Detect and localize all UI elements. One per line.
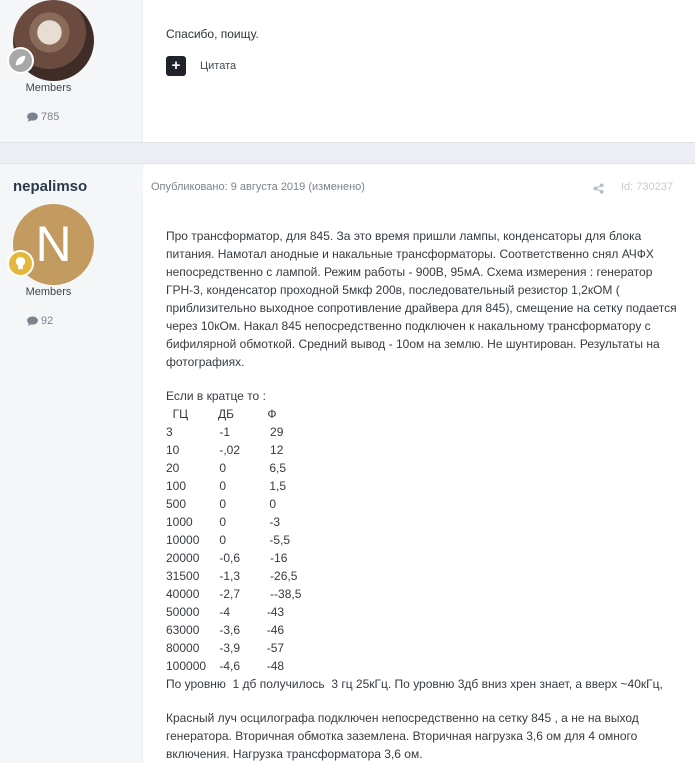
lightbulb-icon <box>14 256 27 271</box>
multiquote-button[interactable]: + <box>166 56 186 76</box>
table-row: 31500 -1,3 -26,5 <box>166 569 298 583</box>
post-count <box>27 315 53 327</box>
comment-icon <box>27 316 38 326</box>
post-content <box>166 227 680 763</box>
rank-leaf-icon <box>13 53 28 68</box>
share-glyph-icon <box>593 183 604 194</box>
table-row: 10 -,02 12 <box>166 443 284 457</box>
post-text: Спасибо, поищу. <box>166 27 259 41</box>
table-row: 20 0 6,5 <box>166 461 287 475</box>
table-row: ГЦ ДБ Ф <box>166 407 277 421</box>
post-count-value: 92 <box>41 315 54 327</box>
post-count-value: 785 <box>41 111 60 123</box>
table-row: 1000 0 -3 <box>166 515 281 529</box>
summary-intro: Если в кратце то : <box>166 389 266 403</box>
post-paragraph: Про трансформатор, для 845. За это время пришли лампы, конденсаторы для блока питания. Намотал анодные и накальные трансформаторы. Соответственно снял АЧФХ непосредственно с лампой. Режим работы - 900В, 95мА. Схема измерения : генератор ГРН-3, конденсатор проходной 5мкф 200в, последовательный резистор 1,2кОМ ( приблизительно выходное сопротивление драйвера для 845), смещение на сетку подается через 10кОм. Накал 845 непосредственно подключен к накальному трансформатору с бифилярной обмоткой. Средний вывод - 10ом на землю. Не шунтирован. Результаты на фотографиях. <box>166 229 677 369</box>
rank-badge-icon <box>7 47 34 74</box>
avatar[interactable]: N <box>13 204 94 285</box>
post-nepalimso <box>0 163 695 763</box>
share-icon[interactable] <box>593 181 604 199</box>
post-meta: Опубликовано: 9 августа 2019 (изменено) <box>151 181 365 193</box>
post-count <box>27 111 59 123</box>
author-panel <box>0 164 143 763</box>
member-group: Members <box>25 286 72 298</box>
quote-link[interactable]: Цитата <box>200 60 237 72</box>
post-previous <box>0 0 695 143</box>
author-arrow <box>130 168 143 194</box>
table-row: 80000 -3,9 -57 <box>166 641 285 655</box>
post-paragraph: Красный луч осцилографа подключен непосредственно на сетку 845 , а не на выход генератора. Вторичная обмотка заземлена. Вторичная нагрузка 3,6 ом для 4 омного включения. Нагрузка трансформатора 3,6 ом. <box>166 711 639 761</box>
table-row: 63000 -3,6 -46 <box>166 623 285 637</box>
table-row: 3 -1 29 <box>166 425 284 439</box>
table-row: По уровню 1 дб получилось 3 гц 25кГц. По уровню 3дб вниз хрен знает, а вверх ~40кГц, <box>166 677 663 691</box>
table-row: 50000 -4 -43 <box>166 605 285 619</box>
table-row: 100000 -4,6 -48 <box>166 659 285 673</box>
author-panel <box>0 0 143 142</box>
table-row: 40000 -2,7 --38,5 <box>166 587 302 601</box>
table-row: 500 0 0 <box>166 497 277 511</box>
member-group: Members <box>25 82 72 94</box>
post-id[interactable]: Id: 730237 <box>621 181 673 193</box>
author-username[interactable]: nepalimso <box>13 178 88 195</box>
measurement-table <box>166 405 680 693</box>
comment-icon <box>27 112 38 122</box>
table-row: 100 0 1,5 <box>166 479 287 493</box>
table-row: 20000 -0,6 -16 <box>166 551 288 565</box>
table-row: 10000 0 -5,5 <box>166 533 291 547</box>
rank-badge-icon <box>7 250 34 277</box>
